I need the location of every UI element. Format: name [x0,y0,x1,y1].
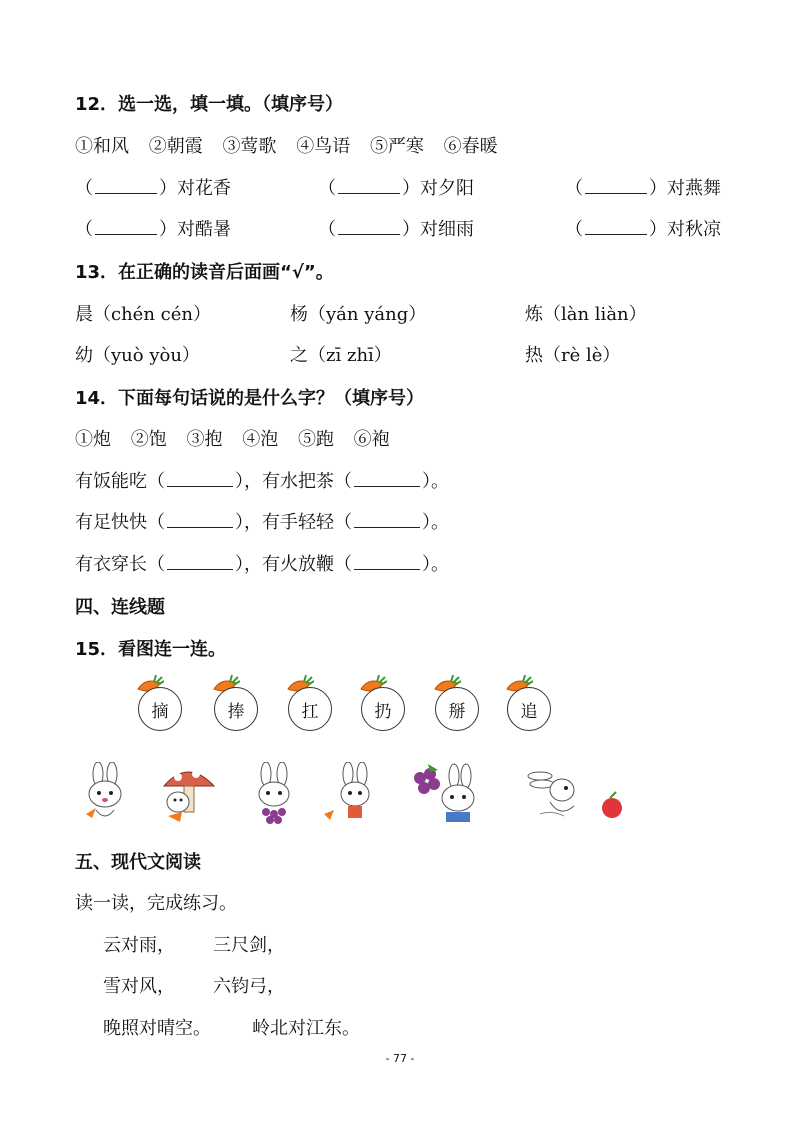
q14-text: 有衣穿长（ [75,554,165,575]
answer-blank[interactable] [585,218,647,235]
poem-line-left: 雪对风， [103,976,175,997]
q14-text: ）。 [422,512,449,533]
carrot-label: 掰 [435,687,479,731]
pair-text: 对花香 [177,178,231,199]
bunny-grapes-image[interactable] [246,762,302,826]
poem-line-left: 云对雨， [103,935,175,956]
answer-blank[interactable] [95,177,157,194]
q15-title: 15．看图连一连。 [75,639,227,660]
poem-line-right: 岭北对江东。 [252,1018,360,1039]
poem-line-left: 晚照对晴空。 [103,1018,211,1039]
q14-title: 14．下面每句话说的是什么字？（填序号） [75,388,425,409]
pinyin-item[interactable]: 之（zī zhī） [290,345,392,366]
answer-blank[interactable] [354,470,420,487]
answer-blank[interactable] [338,218,400,235]
q14-option: ⑥袍 [353,429,390,450]
pair-text: 对酷暑 [177,219,231,240]
pinyin-item[interactable]: 幼（yuò yòu） [75,345,200,366]
q14-text: ），有手轻轻（ [235,512,352,533]
carrot-word[interactable] [357,675,413,735]
q12-item [75,174,231,200]
q12-item [318,174,474,200]
section4-title: 四、连线题 [75,597,165,618]
pair-text: 对细雨 [420,219,474,240]
pinyin-item[interactable]: 杨（yán yáng） [290,304,427,325]
paren: ） [159,178,177,199]
bunny-holding-grapes-image[interactable] [408,762,480,826]
q14-option: ④泡 [242,429,279,450]
q14-text: 有足快快（ [75,512,165,533]
answer-blank[interactable] [95,218,157,235]
answer-blank[interactable] [585,177,647,194]
carrot-word[interactable] [431,675,487,735]
page-number: - 77 - [385,1052,415,1065]
paren: （ [75,219,93,240]
q12-item [565,174,721,200]
reading-intro: 读一读，完成练习。 [75,893,237,914]
q14-option: ②饱 [130,429,167,450]
bunny-throwing-image[interactable] [322,762,378,824]
q14-text: ）。 [422,554,449,575]
answer-blank[interactable] [167,470,233,487]
paren: ） [402,178,420,199]
pair-text: 对夕阳 [420,178,474,199]
paren: ） [649,178,667,199]
pinyin-item[interactable]: 炼（làn liàn） [525,304,647,325]
q14-option: ①炮 [75,429,111,450]
carrot-word[interactable] [503,675,559,735]
q12-option: ⑥春暖 [443,136,498,157]
poem-line-right: 六钧弓， [213,976,285,997]
carrot-word[interactable] [134,675,190,735]
q14-options [75,425,404,451]
pinyin-item[interactable]: 晨（chén cén） [75,304,211,325]
q12-item [565,215,721,241]
carrot-label: 捧 [214,687,258,731]
paren: （ [318,219,336,240]
q14-option: ⑤跑 [297,429,334,450]
q12-option: ①和风 [75,136,129,157]
answer-blank[interactable] [167,511,233,528]
paren: （ [565,178,583,199]
q13-title: 13．在正确的读音后面画“√”。 [75,262,334,283]
paren: （ [318,178,336,199]
q14-option: ③抱 [186,429,223,450]
q14-line [75,508,449,534]
q12-option: ②朝霞 [148,136,203,157]
carrot-label: 摘 [138,687,182,731]
paren: （ [75,178,93,199]
bunny-mushroom-image[interactable] [158,762,220,824]
q14-text: ），有水把茶（ [235,471,352,492]
q12-item [75,215,231,241]
q12-option: ④鸟语 [296,136,351,157]
paren: （ [565,219,583,240]
pair-text: 对燕舞 [667,178,721,199]
carrot-label: 追 [507,687,551,731]
q12-item [318,215,474,241]
pinyin-item[interactable]: 热（rè lè） [525,345,621,366]
carrot-label: 扔 [361,687,405,731]
q14-line [75,550,449,576]
q12-option: ③莺歌 [222,136,277,157]
bunny-chasing-image[interactable] [520,762,628,824]
q14-text: ），有火放鞭（ [235,554,352,575]
q14-text: 有饭能吃（ [75,471,165,492]
pair-text: 对秋凉 [667,219,721,240]
carrot-word[interactable] [210,675,266,735]
paren: ） [159,219,177,240]
carrot-word[interactable] [284,675,340,735]
q14-line [75,467,449,493]
q12-title: 12．选一选，填一填。（填序号） [75,94,344,115]
q14-text: ）。 [422,471,449,492]
answer-blank[interactable] [354,553,420,570]
paren: ） [402,219,420,240]
poem-line-right: 三尺剑， [213,935,285,956]
answer-blank[interactable] [354,511,420,528]
q12-options [75,132,512,158]
paren: ） [649,219,667,240]
bunny-picking-carrot-image[interactable] [78,762,134,824]
carrot-label: 扛 [288,687,332,731]
answer-blank[interactable] [167,553,233,570]
section5-title: 五、现代文阅读 [75,852,201,873]
q12-option: ⑤严寒 [369,136,424,157]
answer-blank[interactable] [338,177,400,194]
